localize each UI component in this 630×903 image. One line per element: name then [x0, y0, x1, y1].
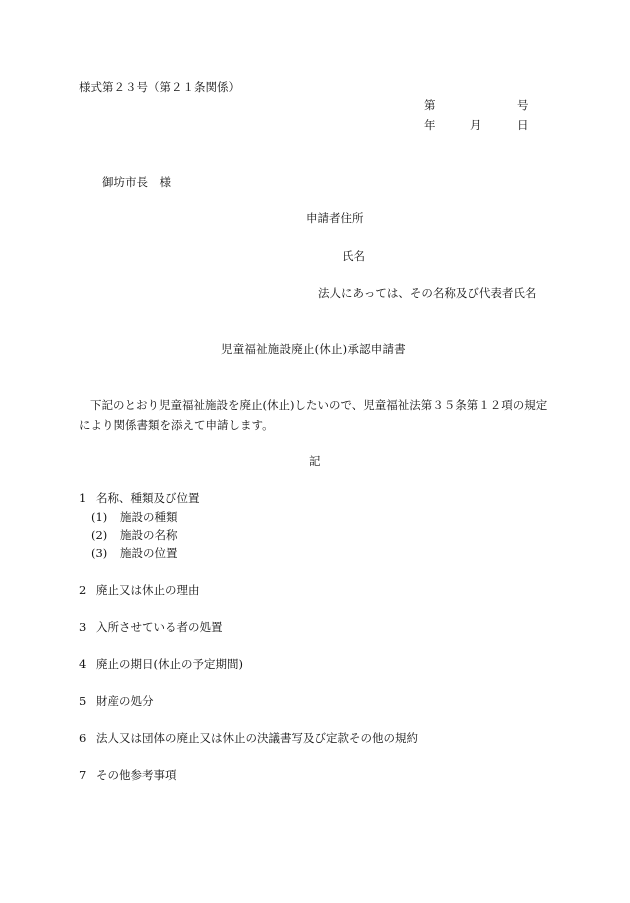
- addressee: 御坊市長 様: [102, 175, 171, 189]
- item-number: 2: [79, 583, 87, 597]
- corporate-note: 法人にあっては、その名称及び代表者氏名: [318, 286, 537, 300]
- date-year: 年: [424, 118, 436, 132]
- document-title: 児童福祉施設廃止(休止)承認申請書: [221, 342, 406, 356]
- item-text: 財産の処分: [96, 694, 154, 708]
- item-text: 廃止の期日(休止の予定期間): [96, 657, 243, 671]
- form-header: 様式第２３号（第２１条関係）: [79, 80, 240, 94]
- date-day: 日: [517, 118, 529, 132]
- number-suffix: 号: [517, 98, 529, 112]
- item-number: 7: [79, 768, 87, 782]
- date-month: 月: [470, 118, 482, 132]
- item-number: 5: [79, 694, 87, 708]
- item-number: 6: [79, 731, 87, 745]
- item-text: 法人又は団体の廃止又は休止の決議書写及び定款その他の規約: [96, 731, 418, 745]
- item-text: 名称、種類及び位置: [96, 491, 200, 505]
- applicant-name-label: 氏名: [342, 249, 365, 263]
- item-text: 廃止又は休止の理由: [96, 583, 200, 597]
- ki-heading: 記: [309, 454, 321, 468]
- item-text: その他参考事項: [96, 768, 177, 782]
- body-paragraph: 下記のとおり児童福祉施設を廃止(休止)したいので、児童福祉法第３５条第１２項の規定により関係書類を添えて申請します。: [79, 398, 548, 432]
- number-prefix: 第: [424, 98, 436, 112]
- subitem-text: 施設の種類: [120, 510, 178, 524]
- item-number: 3: [79, 620, 87, 634]
- subitem-text: 施設の名称: [120, 528, 178, 542]
- subitem-number: (1): [91, 510, 108, 524]
- item-number: 4: [79, 657, 87, 671]
- item-text: 入所させている者の処置: [96, 620, 223, 634]
- subitem-number: (2): [91, 528, 108, 542]
- subitem-text: 施設の位置: [120, 546, 178, 560]
- item-number: 1: [79, 491, 87, 505]
- subitem-number: (3): [91, 546, 108, 560]
- applicant-address-label: 申請者住所: [306, 211, 364, 225]
